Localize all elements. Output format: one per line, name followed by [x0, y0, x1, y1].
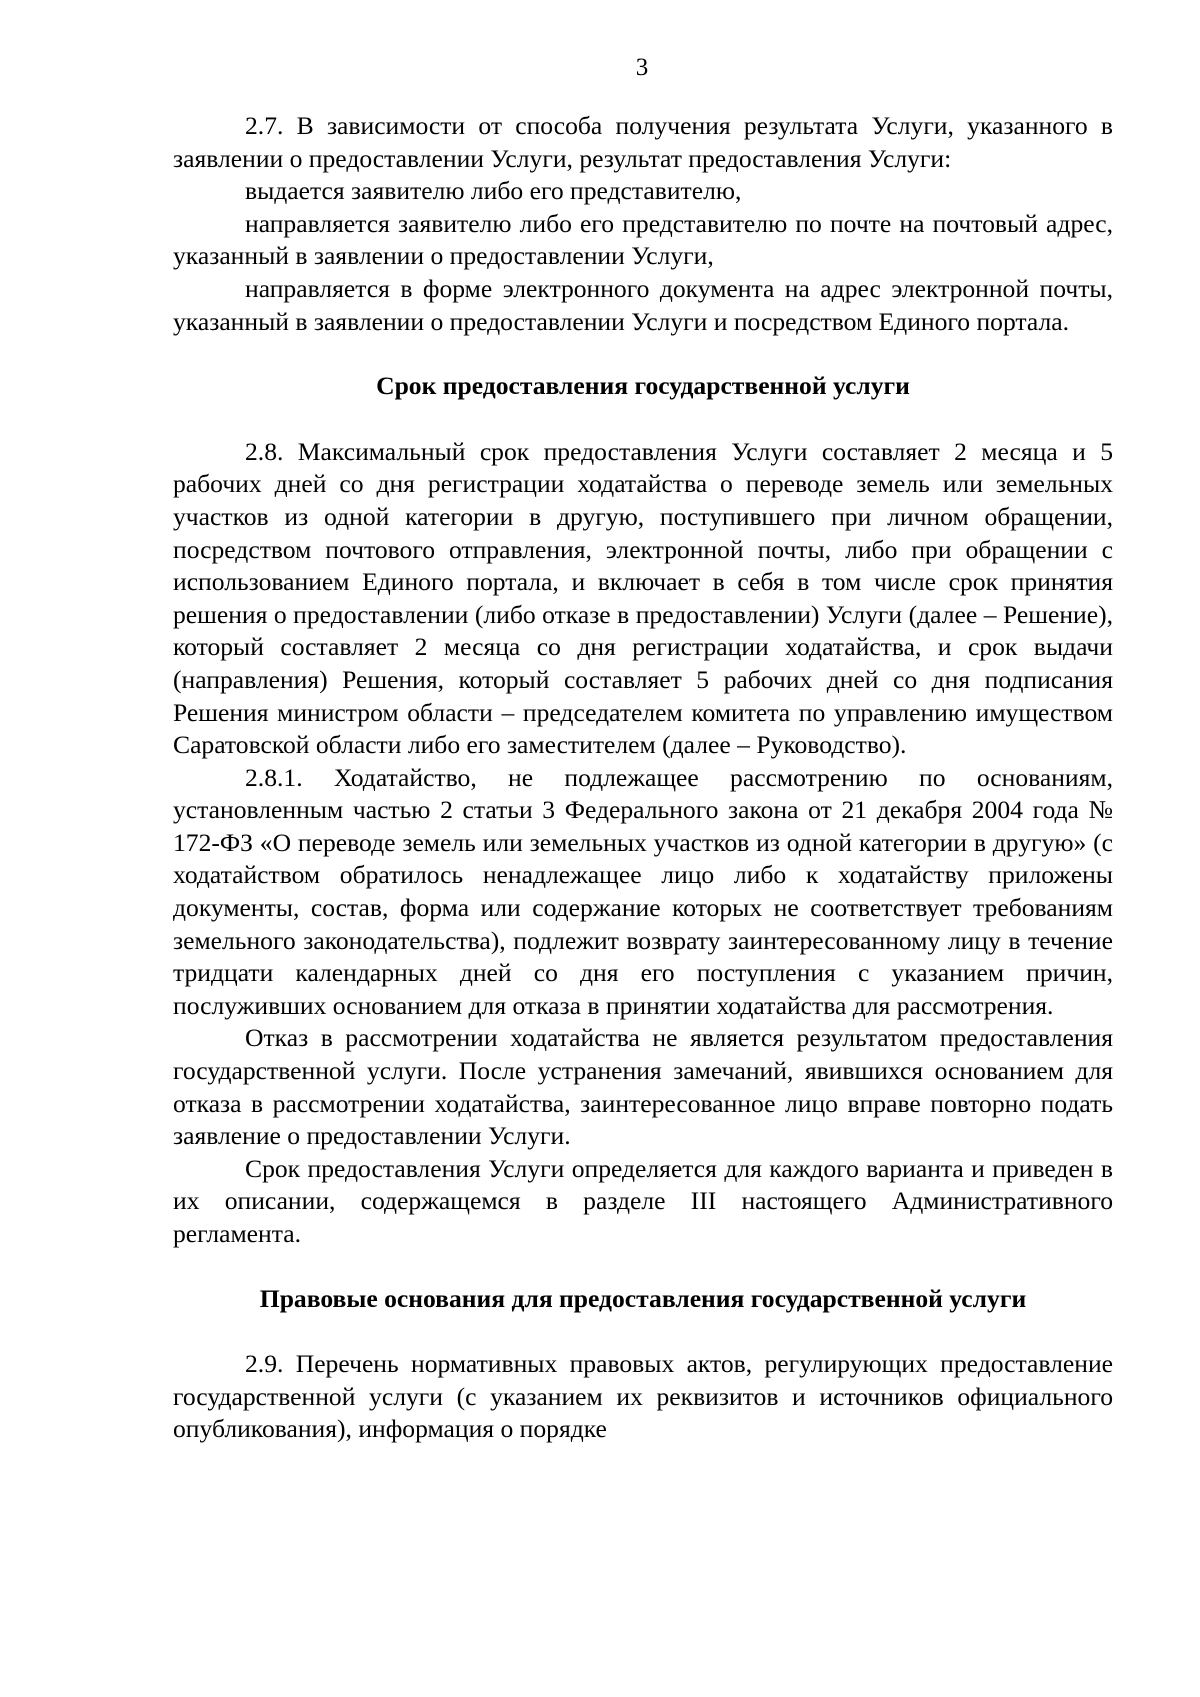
page-number: 3	[635, 54, 649, 81]
section-heading-legal: Правовые основания для предоставления государственной услуги	[259, 1283, 1027, 1313]
paragraph-2-9: 2.9. Перечень нормативных правовых актов, регулирующих предоставление государственной услуги (с указанием их реквизитов и источников официального опубликования), информация о порядке	[173, 1349, 1113, 1444]
paragraph-term-variants: Срок предоставления Услуги определяется для каждого варианта и приведен в их описании, содержащемся в разделе III настоящего Административного регламента.	[173, 1153, 1113, 1248]
paragraph-result-issued: выдается заявителю либо его представителю,	[245, 176, 742, 206]
paragraph-refusal: Отказ в рассмотрении ходатайства не является результатом предоставления государственной услуги. После устранения замечаний, явившихся основанием для отказа в рассмотрении ходатайства, заинтересованное лицо вправе повторно подать заявление о предоставлении Услуги.	[173, 1023, 1113, 1151]
paragraph-2-7: 2.7. В зависимости от способа получения результата Услуги, указанного в заявлении о предоставлении Услуги, результат предоставления Услуги:	[173, 111, 1113, 173]
paragraph-2-8-1: 2.8.1. Ходатайство, не подлежащее рассмотрению по основаниям, установленным частью 2 статьи 3 Федерального закона от 21 декабря 2004 года № 172-ФЗ «О переводе земель или земельных участков из одной категории в другую» (с ходатайством обратилось ненадлежащее лицо либо к ходатайству приложены документы, состав, форма или содержание которых не соответствует требованиям земельного законодательства), подлежит возврату заинтересованному лицу в течение тридцати календарных дней со дня его поступления с указанием причин, послуживших основанием для отказа в принятии ходатайства для рассмотрения.	[173, 762, 1113, 1020]
document-body	[173, 110, 1113, 1446]
paragraph-result-electronic: направляется в форме электронного документа на адрес электронной почты, указанный в заявлении о предоставлении Услуги и посредством Единого портала.	[173, 273, 1113, 336]
section-heading-timing: Срок предоставления государственной услуги	[376, 371, 910, 401]
paragraph-result-mailed: направляется заявителю либо его представителю по почте на почтовый адрес, указанный в заявлении о предоставлении Услуги,	[173, 208, 1113, 271]
paragraph-2-8: 2.8. Максимальный срок предоставления Услуги составляет 2 месяца и 5 рабочих дней со дня регистрации ходатайства о переводе земель или земельных участков из одной категории в другую, поступившего при личном обращении, посредством почтового отправления, электронной почты, либо при обращении с использованием Единого портала, и включает в себя в том числе срок принятия решения о предоставлении (либо отказе в предоставлении) Услуги (далее – Решение), который составляет 2 месяца со дня регистрации ходатайства, и срок выдачи (направления) Решения, который составляет 5 рабочих дней со дня подписания Решения министром области – председателем комитета по управлению имуществом Саратовской области либо его заместителем (далее – Руководство).	[173, 436, 1113, 760]
